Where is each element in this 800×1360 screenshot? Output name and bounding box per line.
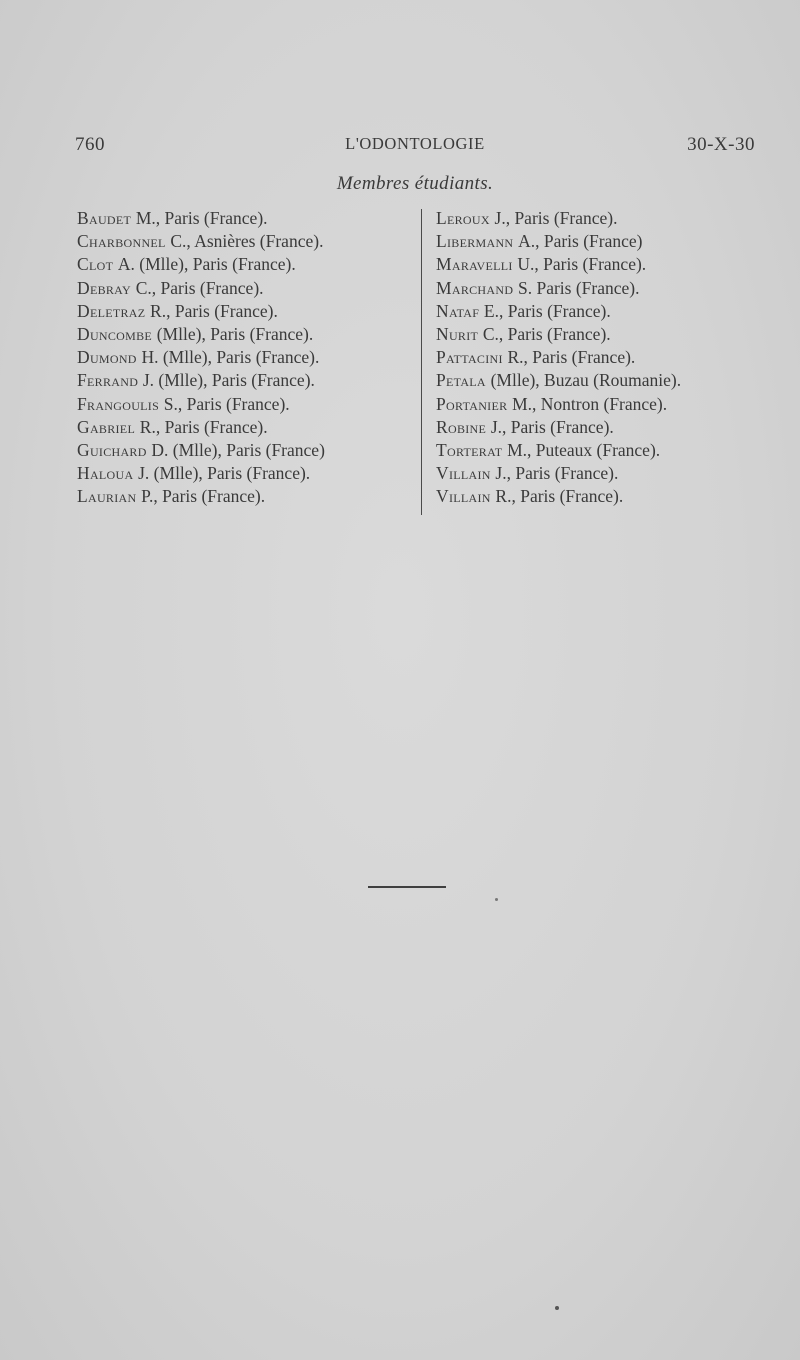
list-item (436, 416, 766, 439)
member-surname: Guichard (77, 439, 147, 460)
member-details: M., Paris (France). (135, 208, 268, 228)
member-list (77, 207, 767, 517)
page-number: 760 (75, 134, 105, 155)
member-surname: Portanier (436, 393, 508, 414)
section-title: Membres étudiants. (336, 173, 494, 194)
member-surname: Nurit (436, 323, 479, 344)
member-details: R., Paris (France). (139, 416, 268, 437)
list-item (436, 323, 766, 346)
member-surname: Pattacini (436, 347, 503, 368)
member-surname: Petala (436, 370, 486, 391)
list-item (77, 393, 412, 416)
list-item (77, 485, 412, 508)
member-surname: Clot (77, 254, 114, 275)
member-details: J. (Mlle), Paris (France). (142, 370, 315, 391)
list-item (436, 369, 766, 392)
list-item (436, 393, 766, 416)
member-details: C., Paris (France). (135, 277, 264, 298)
member-surname: Baudet (77, 208, 132, 228)
member-details: M., Puteaux (France). (507, 439, 661, 460)
member-details: J., Paris (France). (495, 463, 619, 484)
member-surname: Villain (436, 486, 491, 507)
member-surname: Libermann (436, 231, 514, 252)
member-surname: Maravelli (436, 254, 513, 275)
list-item (77, 323, 412, 346)
list-item (436, 485, 766, 508)
member-surname: Villain (436, 463, 491, 484)
member-details: A. (Mlle), Paris (France). (117, 254, 296, 275)
list-item (436, 300, 766, 323)
member-surname: Ferrand (77, 370, 139, 391)
running-header (75, 134, 755, 160)
member-surname: Dumond (77, 347, 137, 368)
list-item (436, 462, 766, 485)
member-surname: Deletraz (77, 300, 146, 321)
right-column (436, 207, 766, 508)
ink-speck (555, 1306, 559, 1310)
list-item (77, 369, 412, 392)
list-item (77, 207, 412, 230)
member-details: U., Paris (France). (517, 254, 647, 275)
member-details: J., Paris (France). (490, 416, 614, 437)
list-item (77, 462, 412, 485)
list-item (77, 439, 412, 462)
list-item (77, 230, 412, 253)
member-surname: Nataf (436, 300, 480, 321)
member-details: J. (Mlle), Paris (France). (138, 463, 311, 484)
left-column (77, 207, 412, 508)
member-details: R., Paris (France). (150, 300, 278, 321)
list-item (436, 207, 766, 230)
ink-speck (495, 898, 498, 901)
member-surname: Gabriel (77, 416, 136, 437)
list-item (77, 277, 412, 300)
member-surname: Torterat (436, 439, 503, 460)
member-surname: Marchand (436, 277, 514, 298)
list-item (436, 253, 766, 276)
member-details: (Mlle), Buzau (Roumanie). (490, 370, 682, 391)
member-details: D. (Mlle), Paris (France) (151, 439, 325, 460)
member-details: S., Paris (France). (163, 393, 290, 414)
list-item (77, 253, 412, 276)
member-details: C., Paris (France). (482, 323, 611, 344)
member-details: S. Paris (France). (518, 277, 640, 298)
member-surname: Robine (436, 416, 487, 437)
member-details: (Mlle), Paris (France). (156, 323, 314, 344)
list-item (436, 346, 766, 369)
member-details: R., Paris (France). (495, 486, 624, 507)
member-details: H. (Mlle), Paris (France). (141, 347, 320, 368)
list-item (77, 416, 412, 439)
member-details: P., Paris (France). (141, 486, 266, 507)
list-item (436, 230, 766, 253)
member-surname: Debray (77, 277, 132, 298)
column-divider (421, 209, 422, 515)
member-surname: Leroux (436, 208, 490, 228)
list-item (77, 346, 412, 369)
member-details: A., Paris (France) (518, 231, 643, 252)
list-item (436, 277, 766, 300)
issue-date: 30-X-30 (687, 134, 755, 155)
member-surname: Duncombe (77, 323, 153, 344)
member-surname: Charbonnel (77, 231, 166, 252)
member-details: C., Asnières (France). (170, 231, 324, 252)
member-surname: Haloua (77, 463, 134, 484)
member-details: J., Paris (France). (494, 208, 618, 228)
member-details: E., Paris (France). (483, 300, 611, 321)
member-surname: Frangoulis (77, 393, 160, 414)
list-item (77, 300, 412, 323)
end-rule (368, 886, 446, 888)
member-details: M., Nontron (France). (512, 393, 668, 414)
member-details: R., Paris (France). (507, 347, 636, 368)
running-title: L'ODONTOLOGIE (345, 134, 485, 153)
list-item (436, 439, 766, 462)
member-surname: Laurian (77, 486, 137, 507)
